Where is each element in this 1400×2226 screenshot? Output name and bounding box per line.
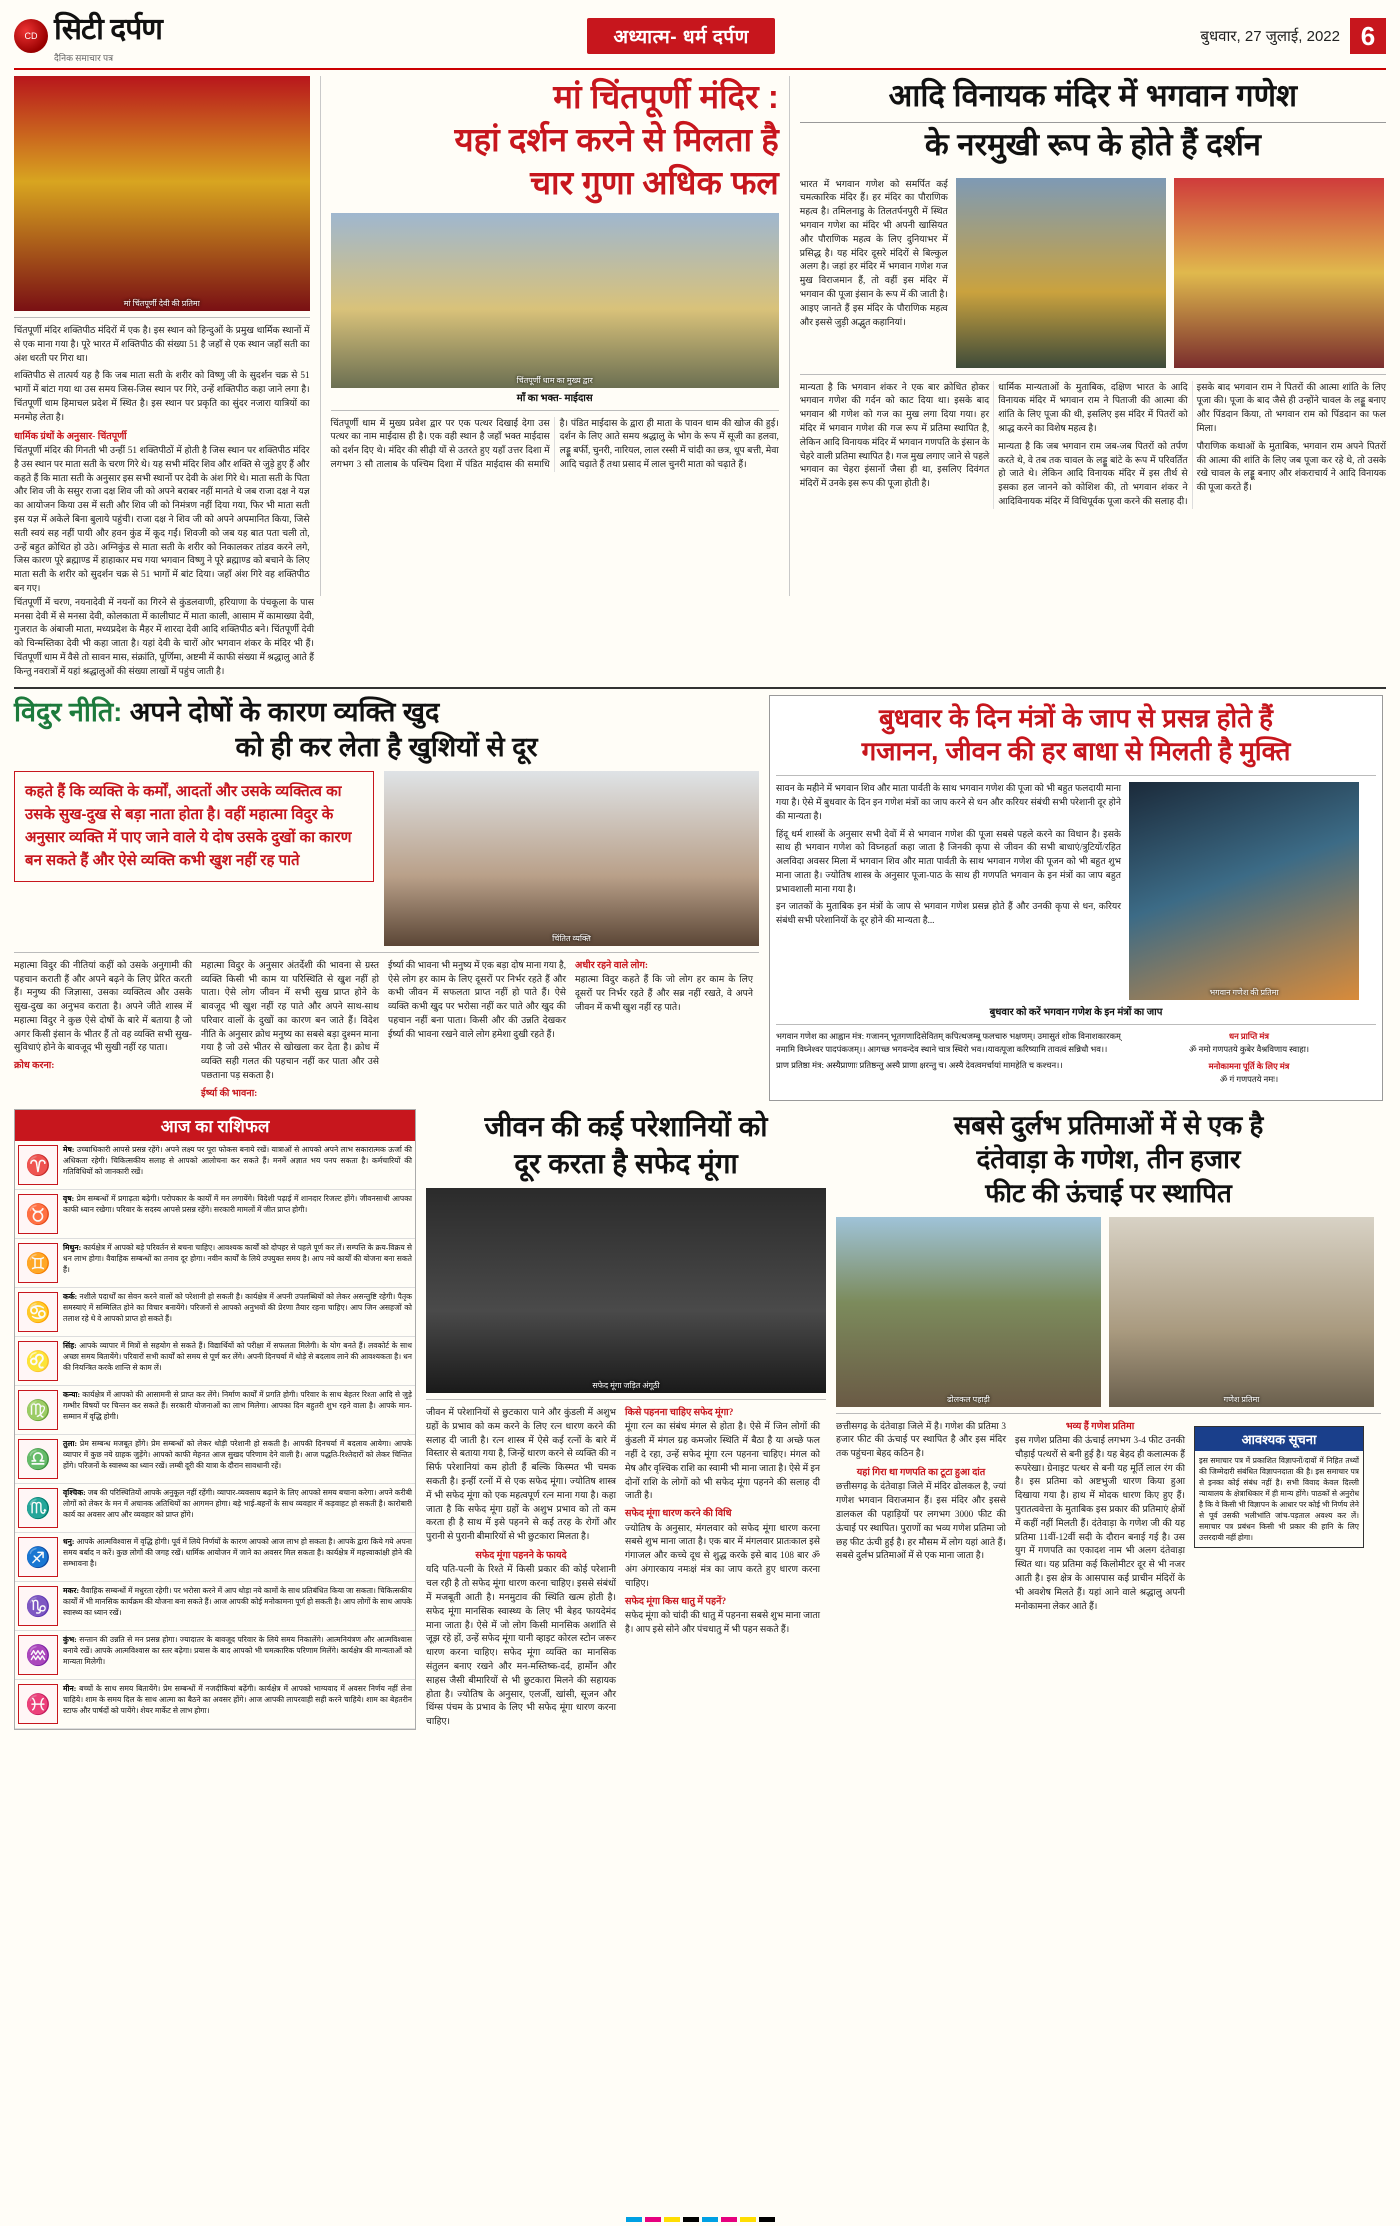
chintpurni-temple-photo-caption: चिंतपूर्णी धाम का मुख्य द्वार bbox=[516, 375, 593, 385]
rashifal-sign-prediction: प्रेम सम्बन्धों में प्रगाढ़ता बढ़ेगी। परोपकार के कार्यों में मन लगायेंगे। विदेशी पढ़ाई में शानदार रिजल्ट होंगे। जीवनसाथी आपका काफी ध्यान रखेगा। परिवार के सदस्य आपसे प्रसन्न रहेंगे। सरकारी मामलों में जीत प्राप्त होगी। bbox=[63, 1194, 412, 1215]
vinayak-headline-1: आदि विनायक मंदिर में भगवान गणेश bbox=[800, 76, 1386, 123]
chintpurni-subhead: धार्मिक ग्रंथों के अनुसार- चिंतपूर्णी bbox=[14, 430, 127, 442]
moonga-col1: जीवन में परेशानियों से छुटकारा पाने और कुंडली में अशुभ ग्रहों के प्रभाव को कम करने के लिए रत्न धारण करने की सलाह दी जाती है। रत्न शास्त्र में ऐसे कई रत्नों के बारे में विस्तार से बताया गया है, जिन्हें धारण करने से व्यक्ति की न सिर्फ परेशानियां कम होती हैं बल्कि किस्मत भी चमक सकती है। इन्हीं रत्नों में से एक सफेद मूंगा। ज्योतिष शास्त्र में भी सफेद मूंगा को एक महत्वपूर्ण रत्न माना गया है। कहा जाता है कि सफेद मूंगा ग्रहों के अशुभ प्रभाव को तो कम करता ही है साथ में इसे पहनने से कई तरह के रोगों और पुरानी से पुरानी बीमारियों से भी छुटकारा मिलता है। bbox=[426, 1407, 616, 1542]
rashifal-sign-prediction: कार्यक्षेत्र में आपको की आसामनी से प्राप्त कर लेंगे। निर्माण कार्यों में प्रगति होगी। परिवार के साथ बेहतर रिश्ता आदि से जुड़े गम्भीर विषयों पर चिन्तन कर सकते हैं। सरकारी योजनाओं का लाभ मिलेगा। आपका दिन बहुतरी शुभ रहने वाला है। आपके मान-सम्मान में वृद्धि होगी। bbox=[63, 1390, 412, 1421]
rashifal-row-text bbox=[63, 1243, 412, 1283]
moonga-ring-photo bbox=[426, 1188, 826, 1393]
vidur-label: विदुर नीति: bbox=[14, 696, 123, 727]
dholkal-hill-photo bbox=[836, 1217, 1101, 1407]
moonga-sub2: किसे पहनना चाहिए सफेद मूंगा? bbox=[625, 1407, 734, 1419]
masthead bbox=[14, 10, 1386, 70]
zodiac-sign-icon: ♈ bbox=[18, 1145, 58, 1185]
rashifal-sign-prediction: बच्चों के साथ समय बितायेंगे। प्रेम सम्बन्धों में नजदीकियां बढ़ेंगी। कार्यक्षेत्र में आपको भाग्यवाद में अवसर निर्णय नहीं लेना चाहिये। शाम के समय दिल के साथ आत्मा का बैठने का अवसर होंगे। आज आपकी लापरवाही सही करने चाहिये। शाम का बेहतरीन स्टाफ और पार्षदों को पायेंगे। शेयर मार्केट से लाभ होगा। bbox=[63, 1684, 413, 1715]
section-title: अध्यात्म- धर्म दर्पण bbox=[587, 18, 774, 54]
rashifal-sign-prediction: वैवाहिक सम्बन्धों में मधुरता रहेगी। पर भरोसा करने में आप थोड़ा नये कामों के साथ प्रतिबंधित किया जा सकता। चिकित्सकीय कार्यों में भी मानसिक कार्यक्रम की योजना बना सकते हैं। आज आपकी कोई मनोकामना पूर्ण हो सकती है। आप लोगों के साथ आपके स्वास्थ्य का ध्यान रखें। bbox=[63, 1586, 412, 1617]
chintpurni-idol-photo-caption: मां चिंतपूर्णी देवी की प्रतिमा bbox=[123, 299, 200, 308]
vidur-sub-irshya: ईर्ष्या की भावना: bbox=[201, 1087, 258, 1099]
zodiac-sign-icon: ♋ bbox=[18, 1292, 58, 1332]
publication-date: बुधवार, 27 जुलाई, 2022 bbox=[1200, 28, 1340, 45]
dhan-prapti-mantra-title: धन प्राप्ति मंत्र bbox=[1228, 1032, 1270, 1042]
vidur-sub-krodh: क्रोध करना: bbox=[14, 1060, 55, 1072]
budhwar-subhead: बुधवार को करें भगवान गणेश के इन मंत्रों का जाप bbox=[989, 1007, 1163, 1019]
rashifal-row-text bbox=[63, 1194, 412, 1234]
bottom-stories bbox=[14, 1109, 1386, 1730]
top-stories bbox=[14, 76, 1386, 596]
rashifal-row bbox=[15, 1484, 415, 1533]
chintpurni-col4: चिंतपूर्णी धाम में मुख्य प्रवेश द्वार पर एक पत्थर दिखाई देगा उस पत्थर का नाम माईदास ही है। एक वही स्थान है जहाँ भक्त माईदास को दर्शन दिए थे। मंदिर की सीढ़ी यों से उतरते हुए यहाँ उत्तर दिशा में लगभग 3 सौ तालाब के पश्चिम दिशा में पंडित माईदास की समाधि है। पंडित माईदास के द्वारा ही माता के पावन धाम की खोज की हुई। दर्शन के लिए आते समय श्रद्धालु के भोग के रूप में सूजी का हलवा, लड्डू बर्फी, चुनरी, नारियल, लाल रस्सी में चांदी का छत्र, धूप बत्ती, मेवा आदि चढ़ाते हैं तथा प्रसाद में लाल चुनरी माता को चढ़ाते हैं। bbox=[330, 417, 779, 470]
rashifal-sign-prediction: कार्यक्षेत्र में आपको बड़े परिवर्तन से बचना चाहिए। आवश्यक कार्यों को दोपहर से पहले पूर्ण कर लें। सम्पत्ति के क्रय-विक्रय से धन लाभ होगा। वैवाहिक सम्बन्धों का तनाव दूर होगा। नवीन कार्यों के लिये उपयुक्त समय है। आप नये कार्यों की योजना बना सकते हैं। bbox=[63, 1243, 412, 1274]
zodiac-sign-icon: ♍ bbox=[18, 1390, 58, 1430]
vinayak-temple-photo bbox=[956, 178, 1166, 368]
rashifal-row bbox=[15, 1337, 415, 1386]
rashifal-row bbox=[15, 1631, 415, 1680]
rashifal-row bbox=[15, 1435, 415, 1484]
date-and-page bbox=[1200, 18, 1386, 54]
rashifal-row bbox=[15, 1680, 415, 1729]
rashifal-sign-prediction: नशीले पदार्थों का सेवन करने वालों को परेशानी हो सकती है। कार्यक्षेत्र में अपनी उपलब्धियों को लेकर असन्तुष्टि रहेगी। पैतृक समस्याएं में सम्मिलित होने का विचार बनायेंगे। परिजनों से आपको अनुभवों की प्रेरणा तैयार रहना चाहिए। आप जिन असहजों को तलाश रहे थे वे आपको प्राप्त हो सकते हैं। bbox=[63, 1292, 413, 1323]
vidur-headline-1 bbox=[14, 695, 759, 730]
moonga-sub1: सफेद मूंगा पहनने के फायदे bbox=[475, 1550, 567, 1562]
vinayak-headline-2: के नरमुखी रूप के होते हैं दर्शन bbox=[924, 127, 1261, 163]
rashifal-row-text bbox=[63, 1537, 412, 1577]
budhwar-col1: सावन के महीने में भगवान शिव और माता पार्वती के साथ भगवान गणेश की पूजा को भी बहुत फलदायी माना गया है। ऐसे में बुधवार के दिन इन गणेश मंत्रों का जाप करने से धन और करियर संबंधी सभी परेशानी दूर होने की मान्यता है। bbox=[776, 783, 1121, 821]
rashifal-sign-name: वृश्चिक: bbox=[63, 1488, 86, 1498]
moonga-col3: मूंगा रत्न का संबंध मंगल से होता है। ऐसे में जिन लोगों की कुंडली में मंगल ग्रह कमजोर स्थिति में बैठा है या अच्छे फल नहीं दे रहा, उन्हें सफेद मूंगा रत्न पहनना चाहिए। मंगल को मेष और वृश्चिक राशि का स्वामी भी माना जाता है। ऐसे में इन दोनों राशि के लोगों को भी सफेद मूंगा पहनने की सलाह दी जाती है। bbox=[625, 1421, 820, 1501]
vinayak-col2: मान्यता है कि भगवान शंकर ने एक बार क्रोधित होकर भगवान गणेश की गर्दन को काट दिया था। इसके बाद भगवान श्री गणेश को गज का मुख लगा दिया गया। हर मंदिर में भगवान गणेश की गज रूप में प्रतिमा स्थापित है, लेकिन आदि विनायक मंदिर में भगवान गणपति के इंसान के चेहरे वाली प्रतिमा स्थापित है। गज मुख लगाए जाने से पहले भगवान का चेहरा इंसानों जैसा ही था, इसलिए दिवंगत मंदिरों में उनके इस रूप की पूजा होती है। bbox=[799, 381, 990, 489]
dantewada-headline-1: सबसे दुर्लभ प्रतिमाओं में से एक है bbox=[953, 1110, 1264, 1141]
budhwar-col2: इन जातकों के मुताबिक इन मंत्रों के जाप से भगवान गणेश प्रसन्न होते हैं और उनकी कृपा से धन, करियर संबंधी सभी परेशानियों के दूर होने की मान्यता है... bbox=[776, 901, 1121, 926]
rashifal-sign-prediction: आपके आत्मविश्वास में वृद्धि होगी। पूर्व में लिये निर्णयों के कारण आपको आज लाभ हो सकता है। आपके द्वारा किये गये अपना समय बर्बाद न करें। कुछ लोगों की जगह रखें। धार्मिक आयोजन में जाने का अवसर मिल सकता है। कार्यक्षेत्र में महत्त्वाकांक्षी होने की सम्भावना है। bbox=[63, 1537, 412, 1568]
rashifal-sign-name: मेष: bbox=[63, 1145, 75, 1155]
vidur-headline-3: को ही कर लेता है खुशियों से दूर bbox=[235, 731, 538, 762]
moonga-sub3: सफेद मूंगा धारण करने की विधि bbox=[625, 1508, 732, 1520]
vinayak-col3: मान्यता है कि जब भगवान राम जब-जब पितरों को तर्पण करते थे, वे तब तक चावल के लड्डू बांटे के रूप में परिवर्तित हो जाते थे। लेकिन आदि विनायक मंदिर में इस तीर्थ से इसका हल जानने को कोशिश की, तो भगवान शंकर ने आदिविनायक मंदिर में विधिपूर्वक पूजा करने की सलाह दी। इसके बाद भगवान राम ने पितरों की आत्मा शांति के लिए पूजा की। पूजा के बाद जैसे ही उन्होंने चावल के लड्डू बनाए और पिंडदान किया, तो भगवान राम को पिंडदान का फल मिला। bbox=[998, 381, 1386, 506]
dantewada-idol-photo bbox=[1109, 1217, 1374, 1407]
chintpurni-idol-photo bbox=[14, 76, 310, 311]
budhwar-col1b: हिंदू धर्म शास्त्रों के अनुसार सभी देवों में से भगवान गणेश की पूजा सबसे पहले करने का विधान है। इसके साथ ही भगवान गणेश को विघ्नहर्ता कहा जाता है जिनकी कृपा से जीवन की सभी बाधाएं/त्रुटियों/रहित अलविदा अवसर मिला में भगवान शिव और माता पार्वती के साथ भगवान गणेश की पूजन को भी बहुत शुभ माना जाता है। ज्योतिष शास्त्र के अनुसार पूजा-पाठ के साथ ही गणपति भगवान के इन मंत्रों का जाप बहुत प्रभावशाली माना गया है। bbox=[776, 828, 1121, 894]
rashifal-row-text bbox=[63, 1586, 412, 1626]
rashifal-row bbox=[15, 1386, 415, 1435]
rashifal-row-text bbox=[63, 1390, 412, 1430]
vidur-col2: महात्मा विदुर के अनुसार अंतर्देशी की भावना से ग्रस्त व्यक्ति किसी भी काम या परिस्थिति से खुश नहीं हो पाता। ऐसे लोग जीवन में सभी सुख प्राप्त होने के बावजूद भी खुश नहीं रह पाते और अपने साथ-साथ परिवार वालों के दुखों का कारण बन जाते हैं। विदेश नीति के अनुसार क्रोध मनुष्य का सबसे बड़ा दुश्मन माना गया है जो उसे भीतर से खोखला कर देता है। क्रोध में व्यक्ति सही गलत की पहचान नहीं कर पाता और उसे पछताना पड़ सकता है। bbox=[201, 959, 379, 1081]
moonga-headline-2: दूर करता है सफेद मूंगा bbox=[514, 1147, 738, 1179]
rashifal-sign-name: कुंभ: bbox=[63, 1635, 77, 1645]
rashifal-row bbox=[15, 1533, 415, 1582]
moonga-col2-part: यदि पति-पत्नी के रिश्ते में किसी प्रकार की कोई परेशानी चल रही है तो सफेद मूंगा धारण करना चाहिए। इससे संबंधों में मजबूती आती है। मनमुटाव की स्थिति खत्म होती है। सफेद मूंगा मानसिक स्वास्थ्य के लिए भी बेहद फायदेमंद माना जाता है। ऐसे में जो लोग किसी मानसिक अशांति से जूझ रहे हों, उन्हें सफेद मूंगा यानी व्हाइट कोरल स्टोन जरूर धारण करना चाहिए। सफेद मूंगा व्यक्ति का मानसिक संतुलन बनाए रखने और मन-मस्तिष्क-दर्द, हार्मोन और साहस जैसी बीमारियों से भी छुटकारा मिलने की सहायक होता है। ज्योतिष के अनुसार, एलर्जी, खांसी, सूजन और थिंग्स पंचम के प्रभाव के लिए भी सफेद मूंगा धारण करना चाहिए। bbox=[426, 1564, 616, 1727]
vidur-col3: ईर्ष्या की भावना भी मनुष्य में एक बड़ा दोष माना गया है, ऐसे लोग हर काम के लिए दूसरों पर निर्भर रहते हैं और कभी जीवन में सफलता प्राप्त नहीं हो पाते हैं। ऐसे व्यक्ति कभी खुद पर भरोसा नहीं कर पाते और खुद की पहचान नहीं बना पाता। किसी और की उन्नति देखकर ईर्ष्या की भावना रखने वाले लोग हमेशा दुखी रहते हैं। bbox=[388, 959, 566, 1039]
zodiac-sign-icon: ♉ bbox=[18, 1194, 58, 1234]
zodiac-sign-icon: ♌ bbox=[18, 1341, 58, 1381]
vinayak-col2b: धार्मिक मान्यताओं के मुताबिक, दक्षिण भारत के आदि विनायक मंदिर में भगवान राम ने पिताजी की आत्मा की शांति के लिए पूजा की थी, इसलिए इस मंदिर में पितरों को श्राद्ध करने का विशेष महत्व है। bbox=[998, 381, 1188, 433]
chintpurni-col1: चिंतपूर्णी मंदिर शक्तिपीठ मंदिरों में एक है। इस स्थान को हिन्दुओं के प्रमुख धार्मिक स्थानों में से एक माना गया है। पूरे भारत में शक्तिपीठ की संख्या 51 है जहाँ से एक स्थान जहाँ सती का अंश धरती पर गिरा था। bbox=[14, 325, 310, 363]
rashifal-sign-prediction: प्रेम सम्बन्ध मजबूत होंगे। प्रेम सम्बन्धों को लेकर थोड़ी परेशानी हो सकती है। आपकी दिनचर्या में बदलाव आयेगा। आपके व्यापार में कुछ नये ग्राहक जुड़ेंगे। आपको काफी मेहनत आज सुखद परिणाम देने वाली है। आज पद्धति-रिश्तेदारों को लेकर चिन्तित होंगे। परिजनों के स्वास्थ्य का ध्यान रखें। लम्बी दूरी की यात्रा के दौरान सावधानी रहें। bbox=[63, 1439, 413, 1470]
adi-vinayak-story bbox=[800, 76, 1386, 596]
moonga-col5: सफेद मूंगा को चांदी की धातु में पहनना सबसे शुभ माना जाता है। आप इसे सोने और पंचधातु में भी पहन सकते हैं। bbox=[625, 1609, 820, 1634]
chintpurni-temple-photo bbox=[331, 213, 779, 388]
chintpurni-headline-2: यहां दर्शन करने से मिलता है bbox=[454, 120, 779, 158]
rashifal-sign-name: कर्क: bbox=[63, 1292, 78, 1302]
rashifal-row-text bbox=[63, 1292, 412, 1332]
rashifal-row-text bbox=[63, 1145, 412, 1185]
notice-box bbox=[1194, 1426, 1364, 1548]
logo-mark-icon: CD bbox=[14, 19, 48, 53]
rashifal-list bbox=[15, 1141, 415, 1729]
rashifal-row-text bbox=[63, 1635, 412, 1675]
rashifal-sign-name: धनु: bbox=[63, 1537, 75, 1547]
chintpurni-col2: चिंतपूर्णी मंदिर की गिनती भी उन्हीं 51 शक्तिपीठों में होती है जिस स्थान पर शक्तिपीठ मंदिर है उस स्थान पर माता सती के चरण गिरे थे। यह सभी मंदिर शिव और शक्ति से जुड़े हुए हैं और कहते हैं कि माता सती के अनुसार इस सभी स्थानों पर देवी के अंश गिरे थे। माता सती के पिता और शिव जी के ससुर राजा दक्ष शिव जी को अपने बराबर नहीं मानते थे जब राजा दक्ष ने यज्ञ का आयोजन किया उस में सती और शिव जी को निमंत्रण नहीं दिया गया, फिर भी माता सती इस यज्ञ में अकेले बिना बुलाये पहुंची। राजा दक्ष ने शिव जी को अपने अपमानित किया, जिसे सती स्वयं सह नहीं पायी और हवन कुंड में कूद गईं। शिवजी को जब यह बात पता चली तो, उन्हें बहुत क्रोधित हो उठे। अग्निकुंड से माता सती के शरीर को निकालकर तांडव करने लगे, जिस कारण पूरे ब्रह्माण्ड में हाहाकार मच गया भगवान विष्णु ने पूरे ब्रह्माण्ड को बचाने के लिए माता सती के शरीर को सुदर्शन चक्र से 51 भागों में बांट दिया। जहाँ अंश गिरे वह शक्तिपीठ बन गए। bbox=[14, 444, 310, 593]
vidur-photo bbox=[384, 771, 759, 946]
budhwar-mantra-2: प्राण प्रतिष्ठा मंत्र: अस्यैप्राणाः प्रतिष्ठन्तु अस्यै प्राणा क्षरन्तु च। अस्यै देवत्वमर्चायां मामहेति च कश्चन।। bbox=[776, 1061, 1063, 1071]
chintpurni-col3: चिंतपूर्णी में चरण, नयनादेवी में नयनों का गिरने से कुंडलवाणी, हरियाणा के पंचकूला के पास मनसा देवी में से मनसा देवी, कोलकाता में कालीघाट में माता काली, आसाम में कामाख्या देवी, गुजरात के अंबाजी माता, मध्यप्रदेश के मैहर में शारदा देवी आदि शक्तिपीठ बने। चिंतपूर्णी देवी को चिन्मस्तिका देवी भी कहा जाता है। यहां देवी के चारों ओर भगवान शंकर के मंदिर भी हैं। चिंतपूर्णी धाम में वैसे तो सावन मास, संक्रांति, पूर्णिमा, अष्टमी में काफी संख्या में श्रद्धालु आते हैं किन्तु नवरात्रों में यहां श्रद्धालुओं की संख्या लाखों में पहुंच जाती है। bbox=[14, 596, 314, 676]
rashifal-sign-prediction: उच्चाधिकारी आपसे प्रसन्न रहेंगे। अपने लक्ष्य पर पूरा फोकस बनाये रखें। यात्राओं से आपको अपने लाभ सकारात्मक ऊर्जा की अधिकता रहेगी। चिकित्सकीय सलाह से आपको आलोचना कर सकते हैं। मनमें अज्ञात भय पनप सकता है। कर्मचारियों की गतिविधियों को जानकारी रखें। bbox=[63, 1145, 412, 1176]
rashifal-sign-prediction: जब की परिस्थितियों आपके अनुकूल नहीं रहेंगी। व्यापार-व्यवसाय बढ़ाने के लिए आपको समय बचाना करेगा। अपने करीबी लोगों को लेकर के मन में अचानक अतिथियों का आगमन होगा। बड़े भाई-बहनों के साथ व्यवहार में कड़वाहट हो सकती है। कारोबारी कार्य का अवसर आप और व्यवहार को प्राप्त होंगे। bbox=[63, 1488, 412, 1519]
middle-band bbox=[14, 687, 1386, 1102]
vinayak-idol-photo bbox=[1174, 178, 1384, 368]
notice-text: इस समाचार पत्र में प्रकाशित विज्ञापनों/दावों में निहित तथ्यों की जिम्मेदारी संबंधित विज्ञापनदाता की है। इस समाचार पत्र से इनका कोई संबंध नहीं है। सभी विवाद केवल दिल्ली न्यायालय के क्षेत्राधिकार में ही मान्य होंगे। पाठकों से अनुरोध है कि वे किसी भी विज्ञापन के आधार पर कोई भी निर्णय लेने से पूर्व उसकी भलीभांति जांच-पड़ताल अवश्य कर लें। समाचार पत्र प्रबंधन किसी भी प्रकार की हानि के लिए उत्तरदायी नहीं होगा। bbox=[1199, 1455, 1359, 1542]
chintpurni-photo-column bbox=[14, 76, 310, 596]
dantewada-col2: छत्तीसगढ़ के दंतेवाड़ा जिले में मंदिर ढोलकल है, ज्यां गणेश भगवान विराजमान हैं। इस मंदिर और इससे डालकल की पहाड़ियों पर लगभग 3000 फीट की ऊंचाई पर स्थापित। पुराणों का भव्य गणेश प्रतिमा जो छह फीट ऊंची हुई है। हर मौसम में लोग यहां आते हैं। सबसे दुर्लभ प्रतिमाओं में से एक माना जाता है। bbox=[836, 1481, 1006, 1561]
moonga-sub4: सफेद मूंगा किस धातु में पहनें? bbox=[625, 1595, 727, 1607]
dantewada-ganesh-story bbox=[836, 1109, 1381, 1730]
vidur-col1: महात्मा विदुर की नीतियां कहीं को उसके अनुगामी की पहचान कराती हैं और अपने बढ़ने के लिए प्रेरित करती हैं। मनुष्य की जिज्ञासा, उसका व्यक्तित्व और उसके सुख-दुख का अनुभव कराता है। अपने जीते शास्त्र में महात्मा विदुर ने कुछ ऐसे दोषों के बारे में बताया है जो अगर किसी इंसान के भीतर हैं तो वह व्यक्ति सभी सुख-सुविधाएं होने के बावजूद भी सुखी नहीं रह पाता। bbox=[14, 959, 192, 1053]
maidas-caption: माँ का भक्त- माईदास bbox=[516, 392, 593, 404]
rashifal-sign-name: वृष: bbox=[63, 1194, 75, 1204]
rashifal-row bbox=[15, 1288, 415, 1337]
rashifal-sign-prediction: आपके व्यापार में मित्रों से सहयोग से सकते हैं। विद्यार्थियों को परीक्षा में सफलता मिलेगी। के योग बनते हैं। लवकोर्ट के साथ अच्छा समय बितायेंगे। परिवारों सभी कार्यों को समय से पूर्ण कर लेंगे। अपनी दिनचर्या में थोड़े से बदलाव लाने की आवश्यकता है। धन की नियन्त्रित करके शान्ति से काम लें। bbox=[63, 1341, 413, 1372]
page-number: 6 bbox=[1350, 18, 1386, 54]
vinayak-col3b: पौराणिक कथाओं के मुताबिक, भगवान राम अपने पितरों की आत्मा की शांति के लिए जब पूजा कर रहे थे, तो उसके रखे चावल के लड्डू बनाए और शंकराचार्य ने आदि विनायक की पूजा करते हैं। bbox=[1196, 440, 1386, 493]
moonga-col4: ज्योतिष के अनुसार, मंगलवार को सफेद मूंगा धारण करना सबसे शुभ माना जाता है। एक बार में मंगलवार प्रातःकाल इसे गंगाजल और कच्चे दूध से शुद्ध करके इसे बाद 108 बार ॐ अंग अंगारकाय नमःक्षं मंत्र का जाप करते हुए धारण करना चाहिए। bbox=[625, 1522, 820, 1588]
newspaper-logo[interactable] bbox=[14, 7, 162, 66]
rashifal-box bbox=[14, 1109, 416, 1730]
rashifal-title: आज का राशिफल bbox=[15, 1110, 415, 1141]
zodiac-sign-icon: ♑ bbox=[18, 1586, 58, 1626]
budhwar-mantra-1: भगवान गणेश का आह्वान मंत्र: गजानन् भूतगणादिसेवितम् कपित्थजम्बू फलचारु भक्षणम्। उमासुतं शोक विनाशकारकम् नमामि विघ्नेश्वर पादपंकजम्।। आगच्छ भगवन्देव स्थाने चात्र स्थिरो भव।।यावत्पूजा करिष्यामि तावत्वं सन्निधौ भव।। bbox=[776, 1032, 1121, 1054]
dantewada-idol-photo-caption: गणेश प्रतिमा bbox=[1223, 1394, 1260, 1404]
ganesh-photo bbox=[1129, 782, 1359, 1000]
ganesh-photo-caption: भगवान गणेश की प्रतिमा bbox=[1209, 988, 1279, 998]
rashifal-sign-name: कन्या: bbox=[63, 1390, 80, 1400]
chintpurni-headline-3: चार गुणा अधिक फल bbox=[530, 163, 779, 201]
color-registration-marks bbox=[0, 2217, 1400, 2222]
vidur-col4: महात्मा विदुर कहते हैं कि जो लोग हर काम के लिए दूसरों पर निर्भर रहते हैं और सब्र नहीं रखते, वे अपने जीवन में कभी खुश नहीं रह पाते। bbox=[575, 974, 753, 1012]
newspaper-tagline: दैनिक समाचार पत्र bbox=[54, 52, 114, 63]
safed-moonga-story bbox=[426, 1109, 826, 1730]
vidur-pullquote: कहते हैं कि व्यक्ति के कर्मों, आदतों और उसके व्यक्तित्व का उसके सुख-दुख से बड़ा नाता होता है। वहीं महात्मा विदुर के अनुसार व्यक्ति में पाए जाने वाले ये दोष उसके दुखों का कारण बन सकते हैं और ऐसे व्यक्ति कभी खुश नहीं रह पाते bbox=[14, 771, 374, 882]
rashifal-row-text bbox=[63, 1684, 412, 1724]
chintpurni-story bbox=[331, 76, 779, 596]
vidur-photo-caption: चिंतित व्यक्ति bbox=[552, 933, 591, 943]
chintpurni-headline-1: मां चिंतपूर्णी मंदिर : bbox=[553, 78, 779, 115]
dhan-prapti-mantra-text: ॐ नमो गणपतये कुबेर वैश्रविणाय स्वाहा। bbox=[1188, 1044, 1310, 1054]
budhwar-mantra-story bbox=[769, 695, 1383, 1102]
rashifal-sign-name: मिथुन: bbox=[63, 1243, 82, 1253]
rashifal-row-text bbox=[63, 1439, 412, 1479]
budhwar-headline-1: बुधवार के दिन मंत्रों के जाप से प्रसन्न होते हैं bbox=[879, 702, 1273, 733]
zodiac-sign-icon: ♒ bbox=[18, 1635, 58, 1675]
zodiac-sign-icon: ♎ bbox=[18, 1439, 58, 1479]
dantewada-headline-2: दंतेवाड़ा के गणेश, तीन हजार bbox=[976, 1144, 1241, 1175]
dantewada-sub1: यहां गिरा था गणपति का टूटा हुआ दांत bbox=[856, 1467, 986, 1479]
rashifal-row bbox=[15, 1582, 415, 1631]
vidur-sub-adhir: अधीर रहने वाले लोग: bbox=[575, 959, 649, 971]
moonga-ring-photo-caption: सफेद मूंगा जड़ित अंगूठी bbox=[592, 1381, 660, 1391]
chintpurni-col1b: शक्तिपीठ से तात्पर्य यह है कि जब माता सती के शरीर को विष्णु जी के सुदर्शन चक्र से 51 भागों में बांटा गया था उस समय जिस-जिस स्थान पर गिरे, उन्हें शक्तिपीठ कहा जाने लगा है। चिंतपूर्णी धाम हिमाचल प्रदेश में स्थित है। इस स्थान पर प्रकृति का सुंदर नजारा यात्रियों का मनमोह लेता है। bbox=[14, 370, 310, 422]
zodiac-sign-icon: ♓ bbox=[18, 1684, 58, 1724]
vidur-niti-story bbox=[14, 695, 759, 1102]
manokamna-mantra-text: ॐ गं गणपतये नमः। bbox=[1219, 1074, 1279, 1084]
moonga-headline-1: जीवन की कई परेशानियों को bbox=[484, 1111, 768, 1143]
dantewada-headline-3: फीट की ऊंचाई पर स्थापित bbox=[985, 1177, 1232, 1208]
newspaper-name: सिटी दर्पण bbox=[54, 12, 162, 46]
dantewada-col3: इस गणेश प्रतिमा की ऊंचाई लगभग 3-4 फीट उनकी चौड़ाई पत्थरों से बनी हुई है। यह बेहद ही कलात्मक हैं रूपरेखा। ग्रेनाइट पत्थर से बनी यह मूर्ति लाल रंग की है। इस प्रतिमा को अष्टभुजी धारण किया हुआ दिखाया गया है। हाथ में मोदक धारण किए हुए हैं। पुरातत्ववेत्ता के मुताबिक इस प्रकार की प्रतिमाएं क्षेत्रों में कहीं नहीं मिलती हैं। दंतेवाड़ा के गणेश जी की यह प्रतिमा 11वीं-12वीं सदी के दौरान बनाई गई है। उस युग में गणपति का एकादश नाम भी अलग दंतेवाड़ा स्थित था। यह प्रतिमा कई किलोमीटर दूर से भी नजर आती है। इस क्षेत्र के आसपास कई प्राचीन मंदिरों के भी अवशेष मिलते हैं। यहां आने वाले श्रद्धालु अपनी मनोकामना लेकर आते हैं। bbox=[1015, 1435, 1185, 1611]
budhwar-headline-2: गजानन, जीवन की हर बाधा से मिलती है मुक्ति bbox=[861, 736, 1291, 767]
zodiac-sign-icon: ♊ bbox=[18, 1243, 58, 1283]
manokamna-mantra-title: मनोकामना पूर्ति के लिए मंत्र bbox=[1208, 1062, 1290, 1072]
zodiac-sign-icon: ♐ bbox=[18, 1537, 58, 1577]
notice-title: आवश्यक सूचना bbox=[1195, 1427, 1363, 1451]
rashifal-sign-name: सिंह: bbox=[63, 1341, 77, 1351]
zodiac-sign-icon: ♏ bbox=[18, 1488, 58, 1528]
vidur-headline-2: अपने दोषों के कारण व्यक्ति खुद bbox=[129, 696, 440, 727]
rashifal-row bbox=[15, 1239, 415, 1288]
dantewada-col1: छत्तीसगढ़ के दंतेवाड़ा जिले में है। गणेश की प्रतिमा 3 हजार फीट की ऊंचाई पर स्थापित है और इस मंदिर तक पहुंचना बेहद कठिन है। bbox=[836, 1420, 1006, 1459]
rashifal-row bbox=[15, 1190, 415, 1239]
vinayak-col1: भारत में भगवान गणेश को समर्पित कई चमत्कारिक मंदिर हैं। हर मंदिर का पौराणिक महत्व है। तमिलनाडु के तिलतर्पनपुरी में स्थित भगवान गणेश का मंदिर भी अपनी खासियत और पौराणिक महत्व के लिए दुनियाभर में प्रसिद्ध है। यह मंदिर दूसरे मंदिरों से बिल्कुल अलग है। जहां हर मंदिर में भगवान गणेश गज मुख विराजमान हैं, तो वहीं इस मंदिर में भगवान की पूजा इंसान के रूप में की जाती है। आइए जानते हैं इस मंदिर के पौराणिक महत्व और इससे जुड़ी अद्भुत कहानियां। bbox=[799, 178, 948, 327]
dantewada-sub2: भव्य हैं गणेश प्रतिमा bbox=[1065, 1420, 1135, 1432]
rashifal-sign-prediction: सन्तान की उन्नति से मन प्रसन्न होगा। ज्यादातर के बावजूद परिवार के लिये समय निकालेंगे। आत्मनियंत्रण और आत्मविश्वास बनाये रखें। आपके आत्मविश्वास का स्तर बढ़ेगा। प्रयास के बाद आपको भी चमत्कारिक परिणाम मिलेंगे। कार्यक्षेत्र की मान्यताओं को मान्यता मिलेगी। bbox=[63, 1635, 412, 1666]
dholkal-hill-photo-caption: ढोलकल पहाड़ी bbox=[947, 1394, 990, 1404]
rashifal-row-text bbox=[63, 1488, 412, 1528]
rashifal-sign-name: मीन: bbox=[63, 1684, 77, 1694]
rashifal-sign-name: तुला: bbox=[63, 1439, 77, 1449]
rashifal-row-text bbox=[63, 1341, 412, 1381]
rashifal-sign-name: मकर: bbox=[63, 1586, 80, 1596]
rashifal-row bbox=[15, 1141, 415, 1190]
